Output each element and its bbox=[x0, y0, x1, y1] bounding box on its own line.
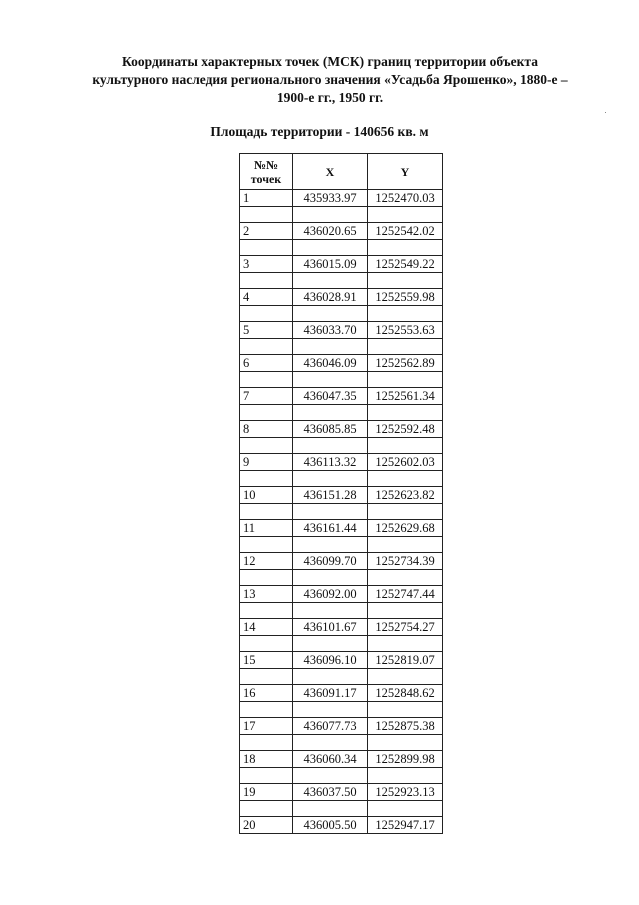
x-coordinate-cell: 436015.09 bbox=[293, 256, 368, 273]
y-coordinate-cell: 1252549.22 bbox=[368, 256, 443, 273]
point-number-cell: 3 bbox=[240, 256, 293, 273]
table-row bbox=[240, 322, 443, 339]
scan-speck bbox=[605, 112, 606, 113]
x-coordinate-cell: 436060.34 bbox=[293, 751, 368, 768]
point-number-cell: 2 bbox=[240, 223, 293, 240]
spacer-row bbox=[240, 735, 443, 751]
empty-cell bbox=[368, 735, 443, 751]
point-number-cell: 16 bbox=[240, 685, 293, 702]
x-coordinate-cell: 436091.17 bbox=[293, 685, 368, 702]
point-number-cell: 17 bbox=[240, 718, 293, 735]
spacer-row bbox=[240, 438, 443, 454]
empty-cell bbox=[293, 702, 368, 718]
empty-cell bbox=[368, 603, 443, 619]
table-row bbox=[240, 256, 443, 273]
table-row bbox=[240, 751, 443, 768]
x-coordinate-cell: 436047.35 bbox=[293, 388, 368, 405]
spacer-row bbox=[240, 636, 443, 652]
table-row bbox=[240, 718, 443, 735]
y-coordinate-cell: 1252848.62 bbox=[368, 685, 443, 702]
x-coordinate-cell: 436092.00 bbox=[293, 586, 368, 603]
x-coordinate-cell: 436037.50 bbox=[293, 784, 368, 801]
empty-cell bbox=[240, 339, 293, 355]
empty-cell bbox=[240, 273, 293, 289]
coordinates-table bbox=[239, 153, 443, 834]
x-coordinate-cell: 436020.65 bbox=[293, 223, 368, 240]
x-coordinate-cell: 435933.97 bbox=[293, 190, 368, 207]
x-coordinate-cell: 436028.91 bbox=[293, 289, 368, 306]
point-number-cell: 12 bbox=[240, 553, 293, 570]
y-coordinate-cell: 1252629.68 bbox=[368, 520, 443, 537]
spacer-row bbox=[240, 405, 443, 421]
empty-cell bbox=[368, 372, 443, 388]
empty-cell bbox=[293, 240, 368, 256]
empty-cell bbox=[293, 768, 368, 784]
table-row bbox=[240, 784, 443, 801]
empty-cell bbox=[240, 735, 293, 751]
empty-cell bbox=[240, 306, 293, 322]
empty-cell bbox=[368, 273, 443, 289]
table-row bbox=[240, 586, 443, 603]
spacer-row bbox=[240, 537, 443, 553]
y-coordinate-cell: 1252592.48 bbox=[368, 421, 443, 438]
table-row bbox=[240, 421, 443, 438]
x-coordinate-cell: 436085.85 bbox=[293, 421, 368, 438]
empty-cell bbox=[368, 306, 443, 322]
empty-cell bbox=[240, 702, 293, 718]
point-number-cell: 1 bbox=[240, 190, 293, 207]
table-row bbox=[240, 223, 443, 240]
empty-cell bbox=[240, 372, 293, 388]
empty-cell bbox=[293, 339, 368, 355]
spacer-row bbox=[240, 207, 443, 223]
table-row bbox=[240, 553, 443, 570]
point-number-cell: 13 bbox=[240, 586, 293, 603]
empty-cell bbox=[293, 570, 368, 586]
empty-cell bbox=[293, 405, 368, 421]
empty-cell bbox=[240, 801, 293, 817]
empty-cell bbox=[368, 669, 443, 685]
empty-cell bbox=[293, 372, 368, 388]
point-number-cell: 20 bbox=[240, 817, 293, 834]
x-coordinate-cell: 436099.70 bbox=[293, 553, 368, 570]
y-coordinate-cell: 1252623.82 bbox=[368, 487, 443, 504]
empty-cell bbox=[368, 537, 443, 553]
table-row bbox=[240, 685, 443, 702]
point-number-cell: 10 bbox=[240, 487, 293, 504]
empty-cell bbox=[368, 339, 443, 355]
empty-cell bbox=[368, 438, 443, 454]
empty-cell bbox=[368, 405, 443, 421]
empty-cell bbox=[240, 504, 293, 520]
table-row bbox=[240, 487, 443, 504]
spacer-row bbox=[240, 768, 443, 784]
empty-cell bbox=[240, 636, 293, 652]
x-coordinate-cell: 436033.70 bbox=[293, 322, 368, 339]
spacer-row bbox=[240, 471, 443, 487]
empty-cell bbox=[240, 537, 293, 553]
header-num-line1: №№ bbox=[253, 157, 279, 172]
empty-cell bbox=[240, 405, 293, 421]
table-header-row bbox=[240, 154, 443, 190]
spacer-row bbox=[240, 273, 443, 289]
empty-cell bbox=[293, 669, 368, 685]
empty-cell bbox=[293, 438, 368, 454]
spacer-row bbox=[240, 372, 443, 388]
y-coordinate-cell: 1252542.02 bbox=[368, 223, 443, 240]
spacer-row bbox=[240, 240, 443, 256]
x-coordinate-cell: 436046.09 bbox=[293, 355, 368, 372]
empty-cell bbox=[368, 768, 443, 784]
empty-cell bbox=[293, 273, 368, 289]
y-coordinate-cell: 1252947.17 bbox=[368, 817, 443, 834]
spacer-row bbox=[240, 504, 443, 520]
y-coordinate-cell: 1252819.07 bbox=[368, 652, 443, 669]
spacer-row bbox=[240, 306, 443, 322]
empty-cell bbox=[293, 801, 368, 817]
table-row bbox=[240, 454, 443, 471]
y-coordinate-cell: 1252602.03 bbox=[368, 454, 443, 471]
table-row bbox=[240, 817, 443, 834]
point-number-cell: 19 bbox=[240, 784, 293, 801]
x-coordinate-cell: 436161.44 bbox=[293, 520, 368, 537]
spacer-row bbox=[240, 339, 443, 355]
y-coordinate-cell: 1252875.38 bbox=[368, 718, 443, 735]
table-row bbox=[240, 388, 443, 405]
point-number-cell: 8 bbox=[240, 421, 293, 438]
y-coordinate-cell: 1252562.89 bbox=[368, 355, 443, 372]
y-coordinate-cell: 1252561.34 bbox=[368, 388, 443, 405]
point-number-cell: 6 bbox=[240, 355, 293, 372]
table-row bbox=[240, 190, 443, 207]
empty-cell bbox=[368, 801, 443, 817]
y-coordinate-cell: 1252899.98 bbox=[368, 751, 443, 768]
empty-cell bbox=[240, 207, 293, 223]
x-coordinate-cell: 436113.32 bbox=[293, 454, 368, 471]
x-coordinate-cell: 436101.67 bbox=[293, 619, 368, 636]
empty-cell bbox=[293, 735, 368, 751]
table-row bbox=[240, 355, 443, 372]
point-number-cell: 7 bbox=[240, 388, 293, 405]
empty-cell bbox=[240, 768, 293, 784]
point-number-cell: 9 bbox=[240, 454, 293, 471]
empty-cell bbox=[240, 240, 293, 256]
empty-cell bbox=[368, 504, 443, 520]
header-point-number bbox=[240, 154, 293, 190]
empty-cell bbox=[240, 570, 293, 586]
y-coordinate-cell: 1252754.27 bbox=[368, 619, 443, 636]
x-coordinate-cell: 436096.10 bbox=[293, 652, 368, 669]
point-number-cell: 18 bbox=[240, 751, 293, 768]
empty-cell bbox=[368, 702, 443, 718]
point-number-cell: 4 bbox=[240, 289, 293, 306]
empty-cell bbox=[240, 603, 293, 619]
point-number-cell: 15 bbox=[240, 652, 293, 669]
document-title bbox=[40, 53, 620, 107]
point-number-cell: 11 bbox=[240, 520, 293, 537]
table-row bbox=[240, 520, 443, 537]
spacer-row bbox=[240, 603, 443, 619]
empty-cell bbox=[293, 537, 368, 553]
spacer-row bbox=[240, 702, 443, 718]
table-body bbox=[240, 190, 443, 834]
empty-cell bbox=[368, 636, 443, 652]
x-coordinate-cell: 436151.28 bbox=[293, 487, 368, 504]
spacer-row bbox=[240, 801, 443, 817]
table-row bbox=[240, 289, 443, 306]
empty-cell bbox=[240, 471, 293, 487]
empty-cell bbox=[293, 207, 368, 223]
y-coordinate-cell: 1252923.13 bbox=[368, 784, 443, 801]
y-coordinate-cell: 1252559.98 bbox=[368, 289, 443, 306]
y-coordinate-cell: 1252470.03 bbox=[368, 190, 443, 207]
point-number-cell: 5 bbox=[240, 322, 293, 339]
table-row bbox=[240, 652, 443, 669]
title-line: Координаты характерных точек (МСК) границ территории объекта bbox=[122, 54, 538, 69]
header-num-line2: точек bbox=[250, 171, 282, 186]
empty-cell bbox=[368, 570, 443, 586]
table-row bbox=[240, 619, 443, 636]
empty-cell bbox=[293, 636, 368, 652]
empty-cell bbox=[368, 240, 443, 256]
spacer-row bbox=[240, 570, 443, 586]
empty-cell bbox=[240, 669, 293, 685]
empty-cell bbox=[293, 603, 368, 619]
empty-cell bbox=[368, 207, 443, 223]
title-line: культурного наследия регионального значения «Усадьба Ярошенко», 1880-е – bbox=[92, 72, 568, 87]
area-caption: Площадь территории - 140656 кв. м bbox=[210, 124, 429, 139]
header-x: X bbox=[293, 154, 368, 190]
empty-cell bbox=[293, 504, 368, 520]
header-y: Y bbox=[368, 154, 443, 190]
x-coordinate-cell: 436005.50 bbox=[293, 817, 368, 834]
point-number-cell: 14 bbox=[240, 619, 293, 636]
empty-cell bbox=[240, 438, 293, 454]
empty-cell bbox=[368, 471, 443, 487]
y-coordinate-cell: 1252553.63 bbox=[368, 322, 443, 339]
empty-cell bbox=[293, 471, 368, 487]
y-coordinate-cell: 1252734.39 bbox=[368, 553, 443, 570]
y-coordinate-cell: 1252747.44 bbox=[368, 586, 443, 603]
empty-cell bbox=[293, 306, 368, 322]
x-coordinate-cell: 436077.73 bbox=[293, 718, 368, 735]
title-line: 1900-е гг., 1950 гг. bbox=[276, 90, 384, 105]
spacer-row bbox=[240, 669, 443, 685]
